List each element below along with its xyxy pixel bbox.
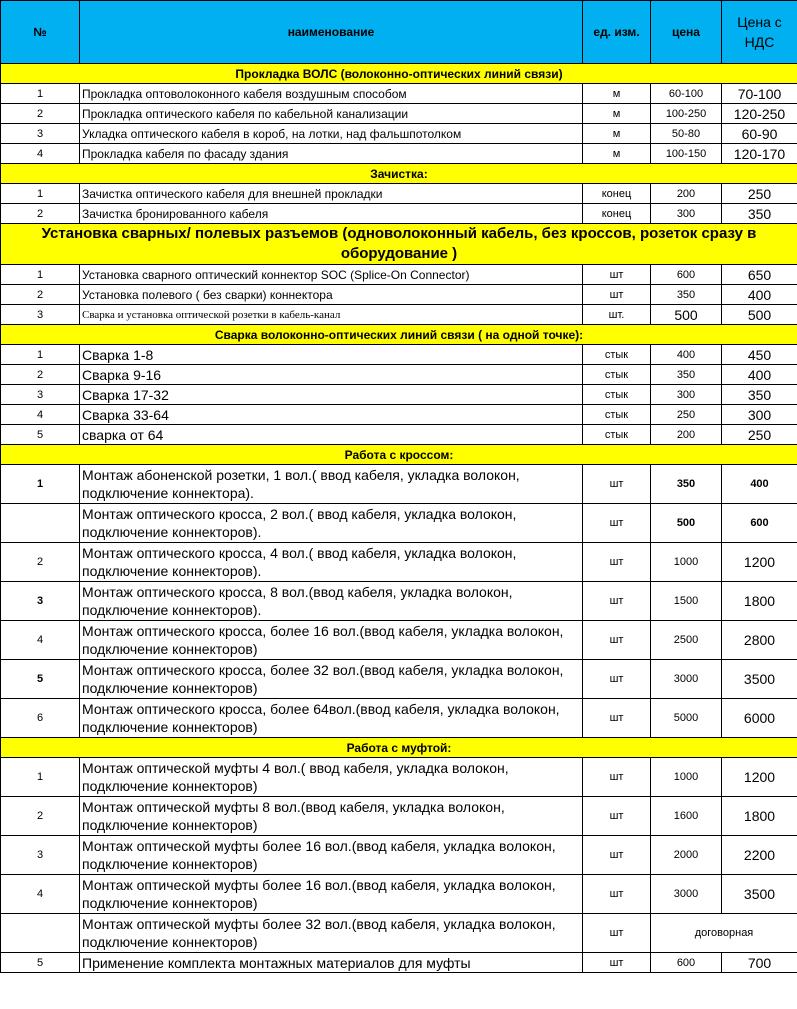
row-unit: м [583,124,651,144]
row-name: Монтаж оптического кросса, более 32 вол.(ввод кабеля, укладка волокон, подключение коннекторов) [80,660,583,699]
row-name: Прокладка кабеля по фасаду здания [80,144,583,164]
row-name: Сварка и установка оптической розетки в кабель-канал [80,305,583,325]
row-name: Прокладка оптоволоконного кабеля воздушным способом [80,84,583,104]
row-name: Монтаж оптического кросса, 4 вол.( ввод кабеля, укладка волокон, подключение коннекторов). [80,543,583,582]
section-title: Работа с кроссом: [1,445,797,465]
table-header-row [1,1,797,64]
table-row [1,204,797,224]
row-number: 1 [1,184,80,204]
row-unit: шт [583,699,651,738]
row-unit: конец [583,204,651,224]
row-price-vat: 400 [722,365,797,385]
row-number: 1 [1,465,80,504]
row-name: Установка полевого ( без сварки) коннектора [80,285,583,305]
row-price-vat: 2800 [722,621,797,660]
row-price: 350 [651,365,722,385]
row-name: сварка от 64 [80,425,583,445]
row-name: Прокладка оптического кабеля по кабельной канализации [80,104,583,124]
table-row [1,385,797,405]
row-unit: стык [583,385,651,405]
row-price-vat: 1800 [722,582,797,621]
row-price-vat: 650 [722,265,797,285]
row-price: 50-80 [651,124,722,144]
row-unit: шт [583,797,651,836]
row-unit: шт [583,465,651,504]
row-number: 4 [1,144,80,164]
table-row [1,465,797,504]
table-row [1,504,797,543]
table-row [1,144,797,164]
table-row [1,836,797,875]
table-row [1,660,797,699]
header-price-vat: Цена с НДС [722,1,797,64]
row-name: Монтаж оптической муфты 4 вол.( ввод кабеля, укладка волокон, подключение коннекторов) [80,758,583,797]
header-unit: ед. изм. [583,1,651,64]
table-row [1,797,797,836]
section-header [1,325,797,345]
row-unit: стык [583,365,651,385]
table-row [1,758,797,797]
row-price: 2500 [651,621,722,660]
row-number: 6 [1,699,80,738]
table-row [1,914,797,953]
row-price: 100-250 [651,104,722,124]
row-price: 1000 [651,543,722,582]
row-price: 5000 [651,699,722,738]
row-price: 1600 [651,797,722,836]
row-price-vat: 250 [722,425,797,445]
row-number [1,914,80,953]
row-number: 1 [1,345,80,365]
row-unit: стык [583,345,651,365]
row-price-vat: 6000 [722,699,797,738]
row-price: 300 [651,204,722,224]
row-unit: стык [583,405,651,425]
table-row [1,405,797,425]
row-unit: конец [583,184,651,204]
section-title: Сварка волоконно-оптических линий связи ( на одной точке): [1,325,797,345]
row-name: Укладка оптического кабеля в короб, на лотки, над фальшпотолком [80,124,583,144]
header-name: наименование [80,1,583,64]
row-price-vat: 300 [722,405,797,425]
section-title: Зачистка: [1,164,797,184]
row-price-vat: 1200 [722,543,797,582]
table-row [1,84,797,104]
row-unit: шт [583,758,651,797]
row-price-vat: 400 [722,285,797,305]
table-row [1,184,797,204]
row-price: 600 [651,265,722,285]
row-price: 500 [651,305,722,325]
row-name: Монтаж оптической муфты 8 вол.(ввод кабеля, укладка волокон, подключение коннекторов) [80,797,583,836]
row-price: 1000 [651,758,722,797]
section-title: Прокладка ВОЛС (волоконно-оптических линий связи) [1,64,797,84]
row-price-vat: 120-170 [722,144,797,164]
row-price-vat: 350 [722,204,797,224]
row-number: 2 [1,204,80,224]
table-row [1,365,797,385]
section-title: Работа с муфтой: [1,738,797,758]
row-name: Монтаж оптической муфты более 16 вол.(ввод кабеля, укладка волокон, подключение коннекторов) [80,875,583,914]
row-name: Сварка 33-64 [80,405,583,425]
table-row [1,285,797,305]
table-row [1,265,797,285]
section-header [1,64,797,84]
table-row [1,345,797,365]
row-price-vat: 600 [722,504,797,543]
row-number: 2 [1,365,80,385]
row-price: 600 [651,953,722,973]
table-row [1,104,797,124]
row-price-vat: 700 [722,953,797,973]
row-number: 2 [1,797,80,836]
row-price-vat: 3500 [722,660,797,699]
row-number: 2 [1,104,80,124]
row-number: 2 [1,285,80,305]
section-header [1,738,797,758]
row-price: 3000 [651,660,722,699]
row-price-vat: 3500 [722,875,797,914]
row-unit: шт [583,543,651,582]
row-unit: шт [583,836,651,875]
row-name: Монтаж оптической муфты более 16 вол.(ввод кабеля, укладка волокон, подключение коннекторов) [80,836,583,875]
row-number: 1 [1,265,80,285]
row-name: Монтаж оптического кросса, 8 вол.(ввод кабеля, укладка волокон, подключение коннекторов). [80,582,583,621]
row-price-vat: 350 [722,385,797,405]
row-unit: м [583,144,651,164]
row-unit: шт [583,285,651,305]
row-name: Сварка 9-16 [80,365,583,385]
row-name: Сварка 1-8 [80,345,583,365]
row-number: 3 [1,582,80,621]
header-number: № [1,1,80,64]
row-number: 5 [1,953,80,973]
row-number: 5 [1,660,80,699]
row-unit: шт [583,914,651,953]
row-number: 4 [1,405,80,425]
section-title: Установка сварных/ полевых разъемов (одноволоконный кабель, без кроссов, розеток сразу в оборудование ) [1,224,797,265]
row-name: Монтаж оптической муфты более 32 вол.(ввод кабеля, укладка волокон, подключение коннекторов) [80,914,583,953]
row-price: 3000 [651,875,722,914]
table-row [1,582,797,621]
row-price: 200 [651,425,722,445]
row-price-negotiable: договорная [651,914,797,953]
row-name: Монтаж абоненской розетки, 1 вол.( ввод кабеля, укладка волокон, подключение коннектора). [80,465,583,504]
row-price-vat: 1800 [722,797,797,836]
row-unit: шт [583,660,651,699]
row-unit: м [583,84,651,104]
row-number: 2 [1,543,80,582]
table-row [1,621,797,660]
row-number [1,504,80,543]
row-name: Установка сварного оптический коннектор SOC (Splice-On Connector) [80,265,583,285]
row-price-vat: 400 [722,465,797,504]
row-price: 350 [651,285,722,305]
row-number: 3 [1,305,80,325]
row-price: 250 [651,405,722,425]
row-price-vat: 60-90 [722,124,797,144]
table-row [1,875,797,914]
table-row [1,699,797,738]
row-unit: шт [583,582,651,621]
row-price: 60-100 [651,84,722,104]
header-price: цена [651,1,722,64]
row-number: 3 [1,385,80,405]
row-price: 1500 [651,582,722,621]
row-number: 3 [1,836,80,875]
row-unit: шт [583,504,651,543]
row-number: 5 [1,425,80,445]
row-unit: шт [583,875,651,914]
row-name: Монтаж оптического кросса, более 64вол.(ввод кабеля, укладка волокон, подключение коннекторов) [80,699,583,738]
row-price-vat: 500 [722,305,797,325]
row-unit: шт [583,265,651,285]
row-price-vat: 1200 [722,758,797,797]
row-price-vat: 70-100 [722,84,797,104]
table-row [1,953,797,973]
row-number: 1 [1,758,80,797]
row-unit: шт [583,953,651,973]
row-unit: шт [583,621,651,660]
row-price: 100-150 [651,144,722,164]
table-row [1,543,797,582]
row-price: 300 [651,385,722,405]
row-price: 350 [651,465,722,504]
row-name: Сварка 17-32 [80,385,583,405]
row-unit: м [583,104,651,124]
row-number: 4 [1,621,80,660]
row-price-vat: 250 [722,184,797,204]
row-number: 3 [1,124,80,144]
row-name: Монтаж оптического кросса, 2 вол.( ввод кабеля, укладка волокон, подключение коннекторов). [80,504,583,543]
section-header [1,164,797,184]
row-price: 2000 [651,836,722,875]
row-name: Зачистка бронированного кабеля [80,204,583,224]
row-unit: стык [583,425,651,445]
row-price-vat: 450 [722,345,797,365]
section-header [1,445,797,465]
row-name: Монтаж оптического кросса, более 16 вол.(ввод кабеля, укладка волокон, подключение коннекторов) [80,621,583,660]
table-row [1,425,797,445]
row-number: 1 [1,84,80,104]
table-row [1,124,797,144]
row-price-vat: 120-250 [722,104,797,124]
row-price-vat: 2200 [722,836,797,875]
row-unit: шт. [583,305,651,325]
row-name: Зачистка оптического кабеля для внешней прокладки [80,184,583,204]
row-name: Применение комплекта монтажных материалов для муфты [80,953,583,973]
row-price: 200 [651,184,722,204]
row-number: 4 [1,875,80,914]
row-price: 400 [651,345,722,365]
section-header [1,224,797,265]
row-price: 500 [651,504,722,543]
table-row [1,305,797,325]
